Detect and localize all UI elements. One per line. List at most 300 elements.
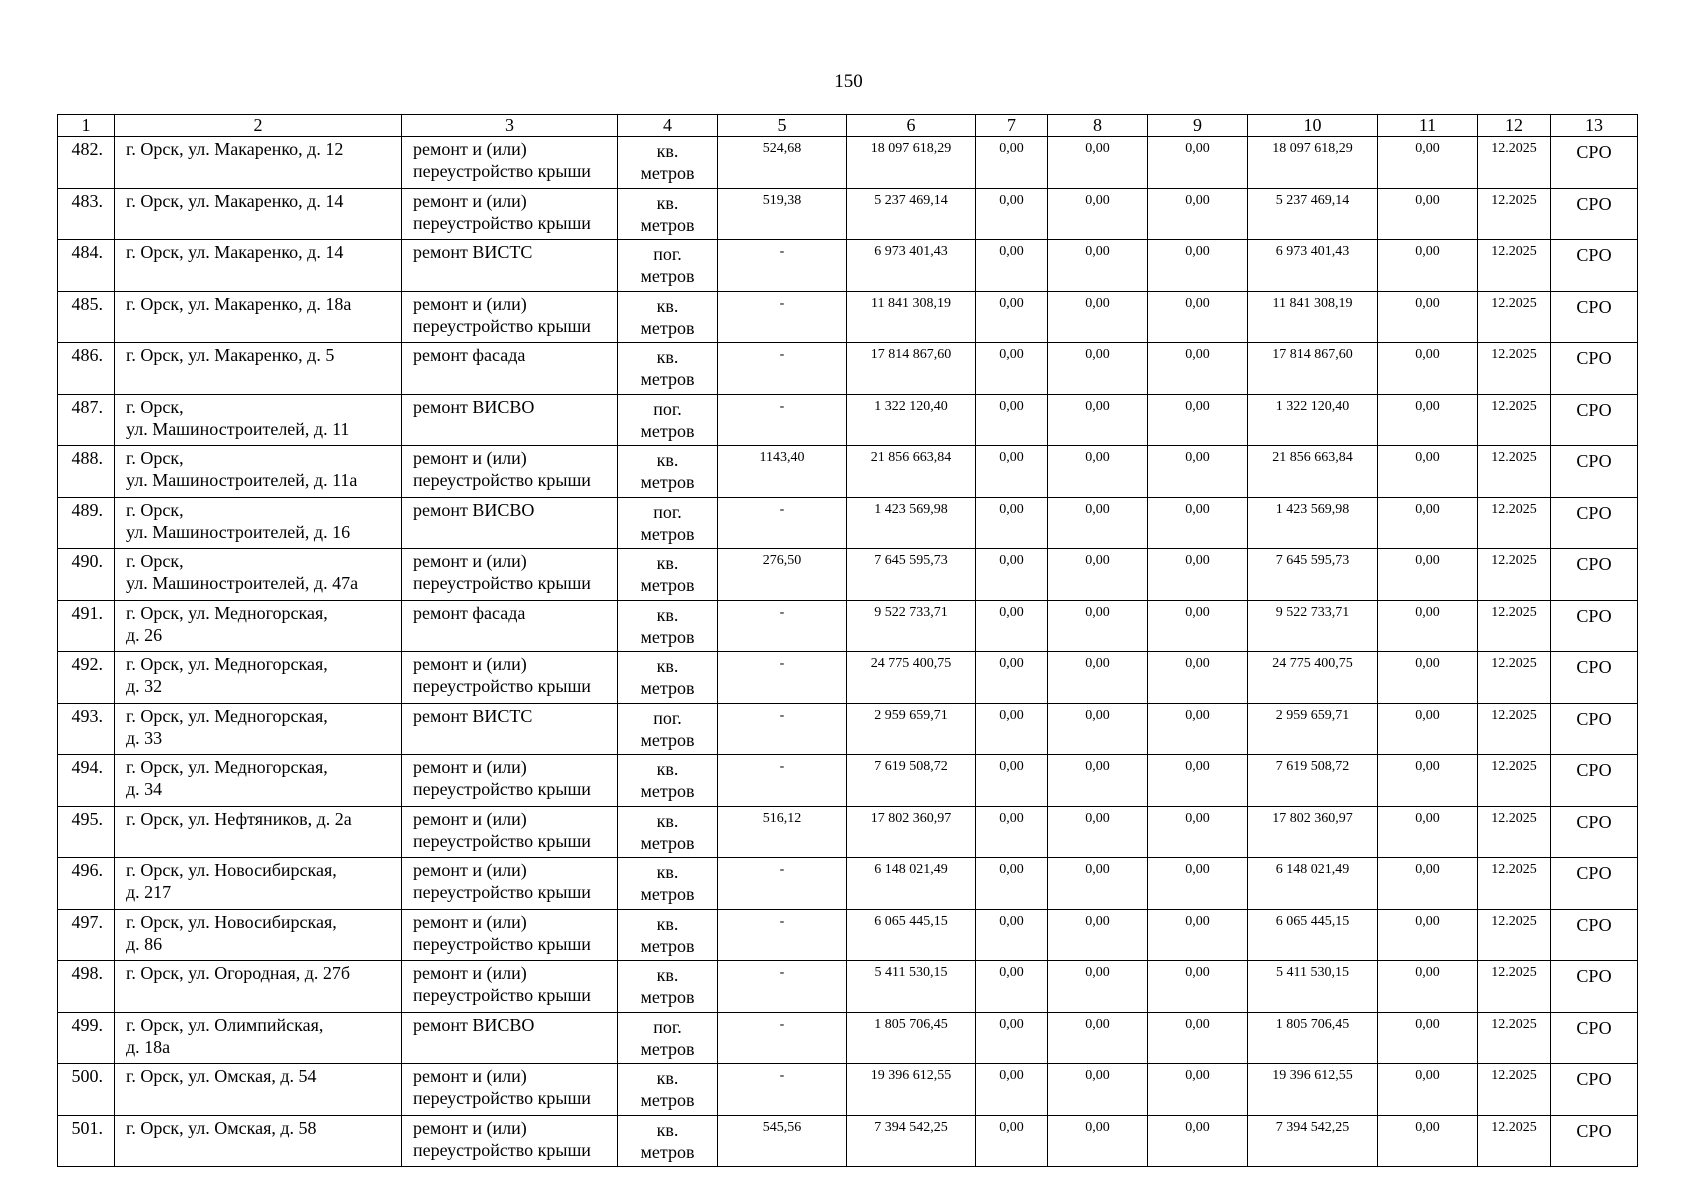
total-cost-text: 24 775 400,75 bbox=[870, 656, 952, 671]
area-value bbox=[718, 600, 847, 652]
unit-line-2: метров bbox=[640, 214, 695, 235]
area-value-text: - bbox=[779, 295, 785, 311]
address-line-1: г. Орск, ул. Омская, д. 58 bbox=[126, 1117, 317, 1138]
col-8-value-text: 0,00 bbox=[1085, 965, 1110, 980]
area-value-text: - bbox=[779, 347, 785, 362]
organization-text: СРО bbox=[1576, 1017, 1612, 1038]
unit-line-1: кв. bbox=[656, 450, 679, 470]
column-header-7: 7 bbox=[976, 115, 1048, 137]
col-10-value-text: 6 973 401,43 bbox=[1275, 244, 1350, 259]
address-line-2: д. 18а bbox=[126, 1036, 171, 1057]
address-line-1: г. Орск, bbox=[126, 551, 184, 571]
address-line-1: г. Орск, ул. Макаренко, д. 12 bbox=[126, 139, 344, 159]
unit-line-2: метров bbox=[640, 1141, 695, 1162]
organization-cell bbox=[1551, 1012, 1638, 1064]
col-9-value bbox=[1148, 961, 1248, 1013]
table-row bbox=[58, 858, 1638, 910]
organization-text: СРО bbox=[1576, 914, 1612, 935]
col-9-value-text: 0,00 bbox=[1185, 1119, 1210, 1135]
col-7-value-text: 0,00 bbox=[999, 810, 1024, 826]
col-10-value bbox=[1248, 806, 1378, 858]
total-cost bbox=[847, 703, 976, 755]
column-header-13: 13 bbox=[1551, 115, 1638, 137]
row-number-text: 483. bbox=[71, 190, 103, 211]
work-type-line-1: ремонт ВИСВО bbox=[413, 1014, 535, 1035]
organization-text: СРО bbox=[1576, 348, 1612, 368]
total-cost-text: 2 959 659,71 bbox=[874, 707, 948, 723]
col-8-value bbox=[1048, 652, 1148, 704]
col-11-value bbox=[1378, 961, 1478, 1013]
col-10-value bbox=[1248, 549, 1378, 601]
address-cell bbox=[115, 188, 402, 240]
col-11-value-text: 0,00 bbox=[1415, 913, 1440, 929]
organization-cell bbox=[1551, 240, 1638, 292]
deadline-date-text: 12.2025 bbox=[1491, 192, 1537, 208]
deadline-date bbox=[1478, 909, 1551, 961]
total-cost-text: 1 322 120,40 bbox=[874, 398, 948, 414]
row-number-text: 484. bbox=[71, 242, 103, 262]
unit-cell bbox=[618, 806, 718, 858]
work-type-cell bbox=[402, 549, 618, 601]
col-7-value bbox=[976, 240, 1048, 292]
col-8-value bbox=[1048, 1115, 1148, 1167]
col-11-value bbox=[1378, 806, 1478, 858]
address-cell bbox=[115, 343, 402, 395]
unit-cell bbox=[618, 343, 718, 395]
col-11-value bbox=[1378, 343, 1478, 395]
organization-text: СРО bbox=[1576, 1120, 1612, 1141]
work-type-line-2: переустройство крыши bbox=[413, 676, 591, 696]
unit-line-1: кв. bbox=[656, 810, 679, 831]
area-value bbox=[718, 1115, 847, 1167]
col-11-value-text: 0,00 bbox=[1415, 656, 1440, 671]
row-number-text: 488. bbox=[71, 448, 103, 468]
unit-cell bbox=[618, 1115, 718, 1167]
column-header-12: 12 bbox=[1478, 115, 1551, 137]
address-line-1: г. Орск, bbox=[126, 396, 184, 417]
row-number-text: 482. bbox=[71, 139, 103, 159]
col-10-value bbox=[1248, 343, 1378, 395]
unit-line-2: метров bbox=[640, 729, 695, 750]
work-type-cell bbox=[402, 1012, 618, 1064]
total-cost-text: 11 841 308,19 bbox=[871, 295, 951, 311]
deadline-date bbox=[1478, 1012, 1551, 1064]
total-cost bbox=[847, 137, 976, 189]
col-7-value-text: 0,00 bbox=[999, 244, 1024, 259]
col-9-value bbox=[1148, 188, 1248, 240]
total-cost-text: 18 097 618,29 bbox=[870, 141, 952, 156]
unit-line-1: пог. bbox=[653, 1016, 682, 1037]
work-type-cell bbox=[402, 1115, 618, 1167]
col-9-value-text: 0,00 bbox=[1185, 1016, 1210, 1032]
column-header-4: 4 bbox=[618, 115, 718, 137]
row-number bbox=[58, 703, 115, 755]
col-9-value bbox=[1148, 291, 1248, 343]
col-11-value-text: 0,00 bbox=[1415, 450, 1440, 465]
work-type-line-1: ремонт и (или) bbox=[413, 808, 527, 829]
col-11-value-text: 0,00 bbox=[1415, 347, 1440, 362]
unit-line-1: пог. bbox=[653, 244, 682, 264]
deadline-date-text: 12.2025 bbox=[1491, 141, 1537, 156]
unit-line-2: метров bbox=[640, 781, 695, 801]
col-9-value-text: 0,00 bbox=[1185, 141, 1210, 156]
address-cell bbox=[115, 806, 402, 858]
table-row bbox=[58, 291, 1638, 343]
col-11-value-text: 0,00 bbox=[1415, 810, 1440, 826]
col-8-value-text: 0,00 bbox=[1085, 553, 1110, 568]
deadline-date-text: 12.2025 bbox=[1491, 1016, 1537, 1032]
unit-cell bbox=[618, 188, 718, 240]
work-type-line-2: переустройство крыши bbox=[413, 882, 591, 902]
address-line-1: г. Орск, ул. Медногорская, bbox=[126, 654, 328, 674]
col-7-value-text: 0,00 bbox=[999, 759, 1024, 774]
col-9-value bbox=[1148, 1012, 1248, 1064]
work-type-cell bbox=[402, 446, 618, 498]
work-type-line-2: переустройство крыши bbox=[413, 830, 591, 851]
unit-line-2: метров bbox=[640, 626, 695, 647]
col-7-value-text: 0,00 bbox=[999, 295, 1024, 311]
work-type-cell bbox=[402, 137, 618, 189]
total-cost bbox=[847, 343, 976, 395]
unit-line-1: кв. bbox=[656, 604, 679, 625]
unit-line-1: пог. bbox=[653, 707, 682, 728]
col-9-value bbox=[1148, 652, 1248, 704]
organization-cell bbox=[1551, 909, 1638, 961]
col-10-value bbox=[1248, 703, 1378, 755]
organization-text: СРО bbox=[1576, 605, 1612, 626]
organization-cell bbox=[1551, 703, 1638, 755]
address-cell bbox=[115, 600, 402, 652]
organization-cell bbox=[1551, 137, 1638, 189]
col-7-value bbox=[976, 1012, 1048, 1064]
organization-cell bbox=[1551, 497, 1638, 549]
total-cost-text: 6 973 401,43 bbox=[874, 244, 948, 259]
table-row bbox=[58, 703, 1638, 755]
deadline-date bbox=[1478, 549, 1551, 601]
total-cost-text: 1 805 706,45 bbox=[874, 1016, 948, 1032]
area-value bbox=[718, 755, 847, 807]
area-value-text: - bbox=[779, 244, 785, 259]
col-10-value bbox=[1248, 291, 1378, 343]
address-line-1: г. Орск, bbox=[126, 448, 184, 468]
unit-cell bbox=[618, 240, 718, 292]
total-cost-text: 7 645 595,73 bbox=[874, 553, 948, 568]
address-line-2: ул. Машиностроителей, д. 11а bbox=[126, 470, 358, 490]
total-cost bbox=[847, 1064, 976, 1116]
row-number bbox=[58, 600, 115, 652]
row-number bbox=[58, 858, 115, 910]
unit-line-1: кв. bbox=[656, 347, 679, 367]
row-number bbox=[58, 291, 115, 343]
table-row bbox=[58, 600, 1638, 652]
deadline-date-text: 12.2025 bbox=[1491, 656, 1537, 671]
area-value-text: - bbox=[779, 862, 785, 877]
row-number bbox=[58, 240, 115, 292]
col-7-value-text: 0,00 bbox=[999, 1068, 1024, 1083]
deadline-date bbox=[1478, 806, 1551, 858]
area-value-text: 1143,40 bbox=[759, 450, 805, 465]
organization-text: СРО bbox=[1576, 451, 1612, 471]
work-type-line-2: переустройство крыши bbox=[413, 470, 591, 490]
area-value-text: 276,50 bbox=[762, 553, 802, 568]
work-type-cell bbox=[402, 755, 618, 807]
work-type-line-1: ремонт и (или) bbox=[413, 860, 527, 880]
organization-cell bbox=[1551, 1115, 1638, 1167]
col-8-value bbox=[1048, 549, 1148, 601]
address-line-2: д. 217 bbox=[126, 882, 172, 902]
row-number-text: 489. bbox=[71, 499, 103, 520]
unit-cell bbox=[618, 755, 718, 807]
col-10-value-text: 5 411 530,15 bbox=[1276, 965, 1349, 980]
col-8-value-text: 0,00 bbox=[1085, 244, 1110, 259]
col-8-value-text: 0,00 bbox=[1085, 604, 1110, 620]
col-9-value bbox=[1148, 858, 1248, 910]
deadline-date-text: 12.2025 bbox=[1491, 913, 1537, 929]
col-11-value bbox=[1378, 291, 1478, 343]
work-type-line-1: ремонт и (или) bbox=[413, 139, 527, 159]
row-number bbox=[58, 806, 115, 858]
col-10-value bbox=[1248, 1012, 1378, 1064]
unit-line-1: кв. bbox=[656, 295, 679, 316]
deadline-date bbox=[1478, 497, 1551, 549]
row-number-text: 490. bbox=[71, 551, 103, 571]
col-9-value-text: 0,00 bbox=[1185, 759, 1210, 774]
unit-line-2: метров bbox=[640, 523, 695, 544]
area-value-text: 516,12 bbox=[762, 810, 802, 826]
deadline-date bbox=[1478, 446, 1551, 498]
total-cost-text: 7 619 508,72 bbox=[874, 759, 948, 774]
address-cell bbox=[115, 1012, 402, 1064]
deadline-date-text: 12.2025 bbox=[1491, 295, 1537, 311]
area-value-text: - bbox=[779, 604, 785, 620]
col-9-value bbox=[1148, 909, 1248, 961]
work-type-cell bbox=[402, 1064, 618, 1116]
col-8-value-text: 0,00 bbox=[1085, 1119, 1110, 1135]
col-9-value-text: 0,00 bbox=[1185, 810, 1210, 826]
col-9-value-text: 0,00 bbox=[1185, 553, 1210, 568]
organization-text: СРО bbox=[1576, 502, 1612, 523]
organization-text: СРО bbox=[1576, 708, 1612, 729]
col-11-value bbox=[1378, 1012, 1478, 1064]
unit-line-2: метров bbox=[640, 832, 695, 853]
row-number bbox=[58, 446, 115, 498]
col-10-value-text: 6 148 021,49 bbox=[1275, 862, 1350, 877]
col-11-value bbox=[1378, 188, 1478, 240]
work-type-cell bbox=[402, 600, 618, 652]
col-10-value-text: 7 645 595,73 bbox=[1275, 553, 1350, 568]
organization-text: СРО bbox=[1576, 657, 1612, 677]
data-table bbox=[57, 114, 1638, 1167]
col-11-value bbox=[1378, 394, 1478, 446]
unit-line-2: метров bbox=[640, 884, 695, 904]
organization-cell bbox=[1551, 961, 1638, 1013]
unit-cell bbox=[618, 1064, 718, 1116]
unit-line-1: пог. bbox=[653, 501, 682, 522]
unit-cell bbox=[618, 858, 718, 910]
unit-cell bbox=[618, 137, 718, 189]
col-9-value-text: 0,00 bbox=[1185, 244, 1210, 259]
col-10-value bbox=[1248, 497, 1378, 549]
total-cost bbox=[847, 1115, 976, 1167]
organization-text: СРО bbox=[1576, 760, 1612, 780]
unit-line-2: метров bbox=[640, 266, 695, 286]
deadline-date-text: 12.2025 bbox=[1491, 862, 1537, 877]
col-9-value-text: 0,00 bbox=[1185, 913, 1210, 929]
area-value-text: - bbox=[779, 707, 785, 723]
col-9-value-text: 0,00 bbox=[1185, 295, 1210, 311]
deadline-date bbox=[1478, 1064, 1551, 1116]
col-8-value bbox=[1048, 343, 1148, 395]
total-cost bbox=[847, 652, 976, 704]
col-10-value bbox=[1248, 1064, 1378, 1116]
unit-line-2: метров bbox=[640, 420, 695, 441]
unit-cell bbox=[618, 549, 718, 601]
work-type-cell bbox=[402, 703, 618, 755]
col-11-value-text: 0,00 bbox=[1415, 862, 1440, 877]
col-10-value-text: 11 841 308,19 bbox=[1272, 295, 1353, 311]
deadline-date-text: 12.2025 bbox=[1491, 1068, 1537, 1083]
col-10-value-text: 2 959 659,71 bbox=[1275, 707, 1350, 723]
table-row bbox=[58, 343, 1638, 395]
col-7-value bbox=[976, 1115, 1048, 1167]
row-number bbox=[58, 961, 115, 1013]
col-11-value bbox=[1378, 652, 1478, 704]
col-10-value-text: 18 097 618,29 bbox=[1272, 141, 1353, 156]
organization-cell bbox=[1551, 652, 1638, 704]
col-11-value bbox=[1378, 137, 1478, 189]
col-10-value-text: 1 322 120,40 bbox=[1275, 398, 1350, 414]
table-row bbox=[58, 806, 1638, 858]
col-9-value-text: 0,00 bbox=[1185, 965, 1210, 980]
col-10-value bbox=[1248, 600, 1378, 652]
unit-cell bbox=[618, 703, 718, 755]
area-value bbox=[718, 806, 847, 858]
table-row bbox=[58, 1115, 1638, 1167]
address-line-2: д. 33 bbox=[126, 727, 163, 748]
total-cost-text: 17 802 360,97 bbox=[870, 810, 952, 826]
total-cost bbox=[847, 240, 976, 292]
row-number-text: 498. bbox=[71, 963, 103, 983]
table-row bbox=[58, 497, 1638, 549]
address-cell bbox=[115, 652, 402, 704]
work-type-line-1: ремонт и (или) bbox=[413, 1066, 527, 1086]
col-7-value-text: 0,00 bbox=[999, 604, 1024, 620]
col-8-value bbox=[1048, 446, 1148, 498]
col-10-value-text: 19 396 612,55 bbox=[1272, 1068, 1353, 1083]
area-value-text: - bbox=[779, 1016, 785, 1032]
unit-line-2: метров bbox=[640, 678, 695, 698]
col-11-value-text: 0,00 bbox=[1415, 553, 1440, 568]
unit-line-2: метров bbox=[640, 1038, 695, 1059]
work-type-line-1: ремонт и (или) bbox=[413, 551, 527, 571]
address-line-2: ул. Машиностроителей, д. 16 bbox=[126, 521, 351, 542]
deadline-date-text: 12.2025 bbox=[1491, 398, 1537, 414]
total-cost bbox=[847, 961, 976, 1013]
address-line-1: г. Орск, ул. Медногорская, bbox=[126, 705, 328, 726]
column-header-9: 9 bbox=[1148, 115, 1248, 137]
unit-line-2: метров bbox=[640, 987, 695, 1007]
work-type-cell bbox=[402, 394, 618, 446]
unit-cell bbox=[618, 394, 718, 446]
col-9-value-text: 0,00 bbox=[1185, 707, 1210, 723]
unit-cell bbox=[618, 1012, 718, 1064]
work-type-line-1: ремонт и (или) bbox=[413, 448, 527, 468]
address-cell bbox=[115, 909, 402, 961]
work-type-line-1: ремонт и (или) bbox=[413, 757, 527, 777]
work-type-line-2: переустройство крыши bbox=[413, 1088, 591, 1108]
unit-cell bbox=[618, 446, 718, 498]
area-value-text: - bbox=[779, 965, 785, 980]
column-header-2: 2 bbox=[115, 115, 402, 137]
address-cell bbox=[115, 549, 402, 601]
row-number bbox=[58, 1064, 115, 1116]
col-9-value-text: 0,00 bbox=[1185, 1068, 1210, 1083]
unit-line-2: метров bbox=[640, 163, 695, 183]
address-line-2: д. 86 bbox=[126, 933, 163, 954]
address-cell bbox=[115, 858, 402, 910]
row-number bbox=[58, 394, 115, 446]
organization-cell bbox=[1551, 1064, 1638, 1116]
organization-text: СРО bbox=[1576, 966, 1612, 986]
col-7-value-text: 0,00 bbox=[999, 398, 1024, 414]
organization-text: СРО bbox=[1576, 296, 1612, 317]
col-8-value bbox=[1048, 600, 1148, 652]
col-7-value-text: 0,00 bbox=[999, 656, 1024, 671]
deadline-date-text: 12.2025 bbox=[1491, 501, 1537, 517]
col-11-value-text: 0,00 bbox=[1415, 192, 1440, 208]
organization-text: СРО bbox=[1576, 245, 1612, 265]
deadline-date bbox=[1478, 703, 1551, 755]
table-body bbox=[58, 137, 1638, 1167]
col-10-value-text: 7 394 542,25 bbox=[1275, 1119, 1350, 1135]
deadline-date-text: 12.2025 bbox=[1491, 604, 1537, 620]
deadline-date bbox=[1478, 394, 1551, 446]
col-11-value bbox=[1378, 1064, 1478, 1116]
deadline-date bbox=[1478, 137, 1551, 189]
deadline-date-text: 12.2025 bbox=[1491, 707, 1537, 723]
address-cell bbox=[115, 1064, 402, 1116]
col-9-value-text: 0,00 bbox=[1185, 450, 1210, 465]
area-value bbox=[718, 652, 847, 704]
work-type-cell bbox=[402, 188, 618, 240]
col-8-value-text: 0,00 bbox=[1085, 347, 1110, 362]
col-9-value bbox=[1148, 755, 1248, 807]
col-7-value-text: 0,00 bbox=[999, 141, 1024, 156]
unit-cell bbox=[618, 961, 718, 1013]
row-number bbox=[58, 343, 115, 395]
work-type-line-1: ремонт и (или) bbox=[413, 911, 527, 932]
col-7-value bbox=[976, 961, 1048, 1013]
row-number bbox=[58, 188, 115, 240]
total-cost bbox=[847, 497, 976, 549]
col-8-value bbox=[1048, 755, 1148, 807]
total-cost-text: 6 148 021,49 bbox=[874, 862, 948, 877]
unit-line-1: кв. bbox=[656, 553, 679, 573]
col-9-value-text: 0,00 bbox=[1185, 398, 1210, 414]
area-value bbox=[718, 188, 847, 240]
col-9-value bbox=[1148, 806, 1248, 858]
col-11-value bbox=[1378, 497, 1478, 549]
col-10-value bbox=[1248, 240, 1378, 292]
work-type-line-1: ремонт ВИСТС bbox=[413, 242, 533, 262]
col-7-value bbox=[976, 497, 1048, 549]
address-cell bbox=[115, 703, 402, 755]
area-value bbox=[718, 1064, 847, 1116]
col-9-value bbox=[1148, 343, 1248, 395]
address-line-1: г. Орск, ул. Макаренко, д. 5 bbox=[126, 345, 335, 365]
col-7-value-text: 0,00 bbox=[999, 1016, 1024, 1032]
total-cost bbox=[847, 549, 976, 601]
